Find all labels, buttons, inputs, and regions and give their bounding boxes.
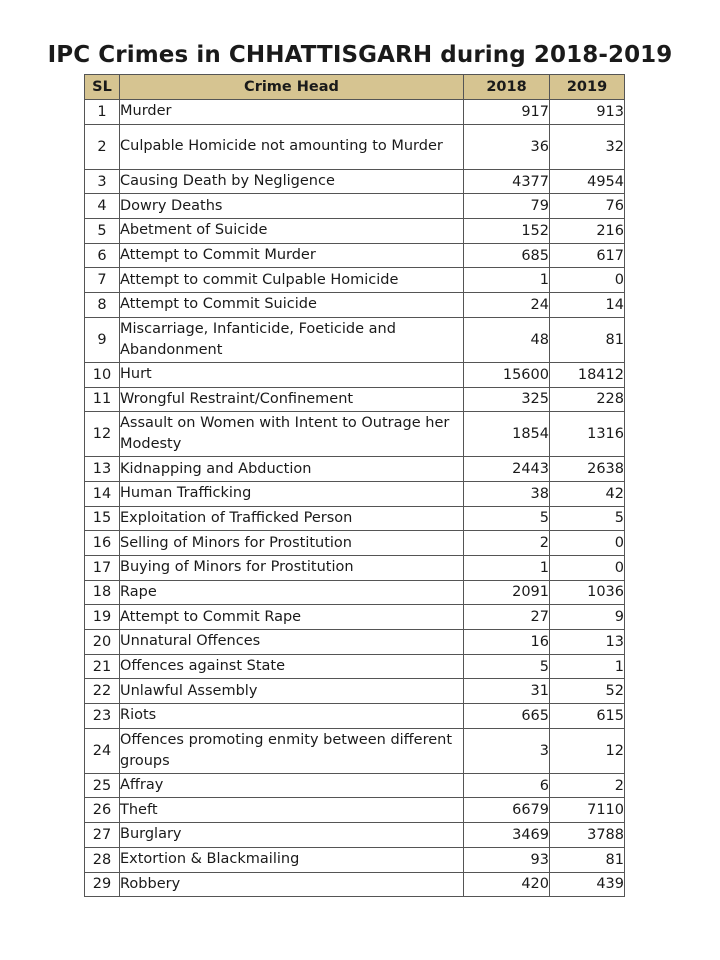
table-row: [85, 219, 625, 244]
cell-2019: 2: [550, 773, 625, 798]
cell-crime-head: Murder: [120, 100, 464, 125]
cell-2018: 31: [464, 679, 550, 704]
table-row: [85, 630, 625, 655]
cell-2018: 1: [464, 555, 550, 580]
cell-sl: 22: [85, 679, 120, 704]
cell-crime-head: Offences against State: [120, 654, 464, 679]
cell-crime-head: Riots: [120, 704, 464, 729]
table-row: [85, 654, 625, 679]
cell-2019: 13: [550, 630, 625, 655]
column-header-2018: 2018: [464, 75, 550, 100]
table-row: [85, 679, 625, 704]
table-row: [85, 457, 625, 482]
cell-2019: 76: [550, 194, 625, 219]
cell-crime-head: Theft: [120, 798, 464, 823]
cell-crime-head: Culpable Homicide not amounting to Murder: [120, 124, 464, 169]
table-row: [85, 100, 625, 125]
cell-sl: 8: [85, 293, 120, 318]
cell-sl: 23: [85, 704, 120, 729]
cell-sl: 24: [85, 728, 120, 773]
cell-crime-head: Extortion & Blackmailing: [120, 847, 464, 872]
cell-2019: 615: [550, 704, 625, 729]
cell-2018: 27: [464, 605, 550, 630]
table-row: [85, 362, 625, 387]
cell-2018: 36: [464, 124, 550, 169]
cell-sl: 28: [85, 847, 120, 872]
cell-2018: 15600: [464, 362, 550, 387]
cell-2019: 18412: [550, 362, 625, 387]
cell-2019: 0: [550, 531, 625, 556]
table-row: [85, 194, 625, 219]
cell-sl: 21: [85, 654, 120, 679]
table-row: [85, 847, 625, 872]
cell-2018: 6: [464, 773, 550, 798]
table-row: [85, 124, 625, 169]
cell-2019: 913: [550, 100, 625, 125]
cell-2018: 24: [464, 293, 550, 318]
cell-sl: 19: [85, 605, 120, 630]
table-row: [85, 823, 625, 848]
table-row: [85, 387, 625, 412]
cell-sl: 5: [85, 219, 120, 244]
column-header-2019: 2019: [550, 75, 625, 100]
cell-2019: 439: [550, 872, 625, 897]
cell-2019: 228: [550, 387, 625, 412]
cell-2018: 665: [464, 704, 550, 729]
cell-sl: 4: [85, 194, 120, 219]
cell-2019: 1316: [550, 412, 625, 457]
cell-2019: 3788: [550, 823, 625, 848]
cell-2018: 325: [464, 387, 550, 412]
cell-2019: 42: [550, 481, 625, 506]
cell-crime-head: Hurt: [120, 362, 464, 387]
cell-sl: 10: [85, 362, 120, 387]
cell-sl: 15: [85, 506, 120, 531]
table-row: [85, 580, 625, 605]
cell-2018: 3469: [464, 823, 550, 848]
cell-crime-head: Miscarriage, Infanticide, Foeticide and Abandonment: [120, 317, 464, 362]
cell-sl: 1: [85, 100, 120, 125]
cell-crime-head: Attempt to commit Culpable Homicide: [120, 268, 464, 293]
cell-2019: 2638: [550, 457, 625, 482]
cell-2018: 685: [464, 243, 550, 268]
table-row: [85, 169, 625, 194]
cell-2018: 1: [464, 268, 550, 293]
column-header-crime-head: Crime Head: [120, 75, 464, 100]
cell-2019: 216: [550, 219, 625, 244]
cell-2018: 2443: [464, 457, 550, 482]
table-row: [85, 555, 625, 580]
table-row: [85, 704, 625, 729]
page-title: IPC Crimes in CHHATTISGARH during 2018-2019: [47, 42, 673, 68]
cell-sl: 12: [85, 412, 120, 457]
cell-sl: 9: [85, 317, 120, 362]
cell-2019: 81: [550, 847, 625, 872]
table-row: [85, 872, 625, 897]
cell-crime-head: Unlawful Assembly: [120, 679, 464, 704]
cell-2018: 420: [464, 872, 550, 897]
cell-sl: 2: [85, 124, 120, 169]
cell-sl: 16: [85, 531, 120, 556]
cell-sl: 26: [85, 798, 120, 823]
cell-2018: 16: [464, 630, 550, 655]
cell-sl: 18: [85, 580, 120, 605]
cell-crime-head: Human Trafficking: [120, 481, 464, 506]
cell-sl: 27: [85, 823, 120, 848]
cell-crime-head: Affray: [120, 773, 464, 798]
cell-2019: 1036: [550, 580, 625, 605]
table-row: [85, 243, 625, 268]
cell-sl: 7: [85, 268, 120, 293]
cell-2019: 0: [550, 555, 625, 580]
cell-2018: 2: [464, 531, 550, 556]
cell-crime-head: Causing Death by Negligence: [120, 169, 464, 194]
cell-sl: 6: [85, 243, 120, 268]
cell-crime-head: Dowry Deaths: [120, 194, 464, 219]
cell-crime-head: Burglary: [120, 823, 464, 848]
cell-crime-head: Buying of Minors for Prostitution: [120, 555, 464, 580]
table-header-row: [85, 75, 625, 100]
cell-crime-head: Exploitation of Trafficked Person: [120, 506, 464, 531]
cell-crime-head: Attempt to Commit Murder: [120, 243, 464, 268]
cell-2018: 38: [464, 481, 550, 506]
cell-2019: 32: [550, 124, 625, 169]
table-row: [85, 317, 625, 362]
table-row: [85, 798, 625, 823]
table-row: [85, 506, 625, 531]
cell-sl: 11: [85, 387, 120, 412]
cell-crime-head: Assault on Women with Intent to Outrage her Modesty: [120, 412, 464, 457]
cell-2018: 3: [464, 728, 550, 773]
cell-2018: 917: [464, 100, 550, 125]
cell-2018: 48: [464, 317, 550, 362]
cell-2018: 93: [464, 847, 550, 872]
cell-2019: 4954: [550, 169, 625, 194]
cell-sl: 20: [85, 630, 120, 655]
cell-crime-head: Offences promoting enmity between different groups: [120, 728, 464, 773]
cell-2018: 2091: [464, 580, 550, 605]
table-row: [85, 773, 625, 798]
cell-crime-head: Unnatural Offences: [120, 630, 464, 655]
cell-2019: 0: [550, 268, 625, 293]
cell-2019: 81: [550, 317, 625, 362]
cell-2018: 79: [464, 194, 550, 219]
table-row: [85, 531, 625, 556]
cell-crime-head: Selling of Minors for Prostitution: [120, 531, 464, 556]
cell-2019: 14: [550, 293, 625, 318]
cell-crime-head: Attempt to Commit Suicide: [120, 293, 464, 318]
crime-table: [84, 74, 625, 897]
cell-sl: 3: [85, 169, 120, 194]
cell-sl: 13: [85, 457, 120, 482]
table-row: [85, 605, 625, 630]
cell-2018: 5: [464, 506, 550, 531]
column-header-sl: SL: [85, 75, 120, 100]
cell-2019: 52: [550, 679, 625, 704]
cell-2019: 9: [550, 605, 625, 630]
cell-crime-head: Attempt to Commit Rape: [120, 605, 464, 630]
cell-2018: 5: [464, 654, 550, 679]
table-row: [85, 293, 625, 318]
cell-2018: 4377: [464, 169, 550, 194]
cell-2018: 6679: [464, 798, 550, 823]
cell-crime-head: Kidnapping and Abduction: [120, 457, 464, 482]
cell-crime-head: Abetment of Suicide: [120, 219, 464, 244]
cell-crime-head: Robbery: [120, 872, 464, 897]
cell-2019: 5: [550, 506, 625, 531]
table-row: [85, 728, 625, 773]
cell-crime-head: Wrongful Restraint/Confinement: [120, 387, 464, 412]
table-row: [85, 481, 625, 506]
cell-sl: 17: [85, 555, 120, 580]
cell-sl: 14: [85, 481, 120, 506]
cell-2019: 7110: [550, 798, 625, 823]
cell-2018: 152: [464, 219, 550, 244]
cell-2019: 12: [550, 728, 625, 773]
cell-2018: 1854: [464, 412, 550, 457]
cell-crime-head: Rape: [120, 580, 464, 605]
table-row: [85, 412, 625, 457]
cell-sl: 29: [85, 872, 120, 897]
cell-2019: 1: [550, 654, 625, 679]
cell-2019: 617: [550, 243, 625, 268]
table-row: [85, 268, 625, 293]
cell-sl: 25: [85, 773, 120, 798]
